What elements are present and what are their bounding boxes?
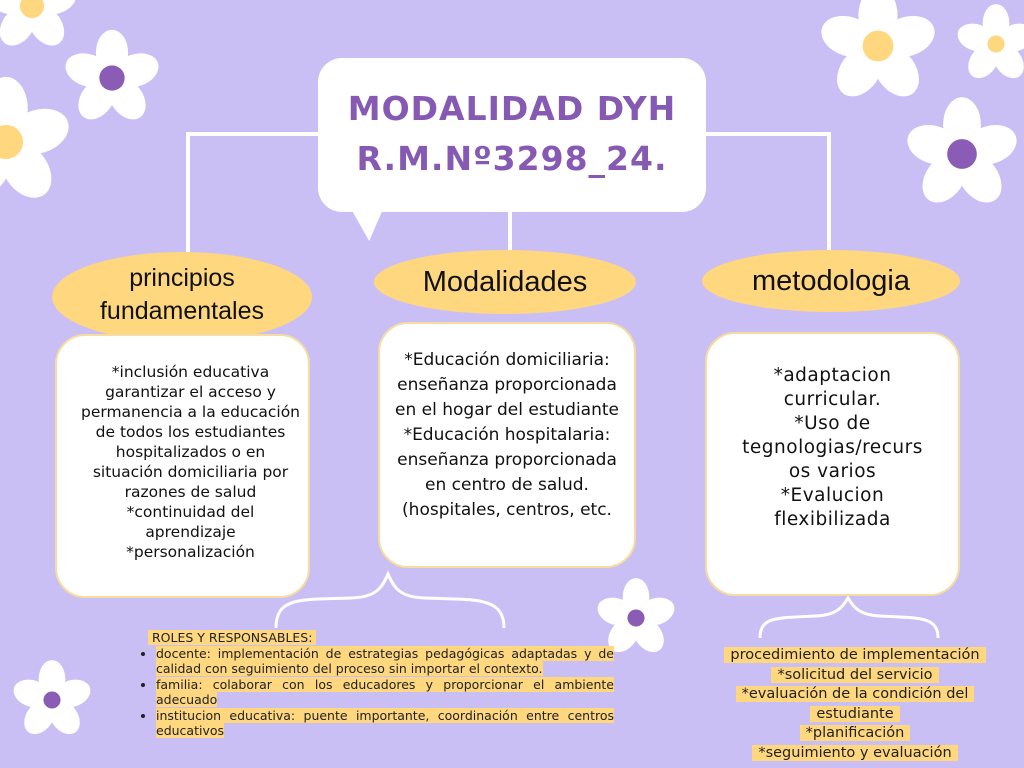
connector-line [508,210,512,252]
heading-label: metodologia [752,265,910,297]
card-line: *Educación hospitalaria: [403,425,611,445]
heading-line: fundamentales [99,297,264,325]
card-line: *Uso de [794,413,871,434]
procedure-line: procedimiento de implementación [724,647,985,663]
list-item: • docente: implementación de estrategias pedagógicas adaptadas y de calidad con seguimiento del proceso sin importar el contexto. [156,646,614,677]
procedure-line: estudiante [810,706,899,722]
heading-modalidades [374,250,636,314]
speech-tail [349,205,391,241]
procedure-line: *seguimiento y evaluación [752,745,957,761]
page-title [318,84,706,184]
heading-principios [52,252,312,342]
procedure-section [700,646,1010,763]
card-line: de todos los estudiantes [95,423,286,441]
card-line: razones de salud [124,483,257,501]
card-line: aprendizaje [145,523,236,541]
card-line: *inclusión educativa [111,363,270,381]
card-line: flexibilizada [774,509,891,530]
card-line: garantizar el acceso y [105,383,276,401]
connector-line [703,132,831,136]
brace-icon [756,596,942,642]
heading-line: principios [129,264,235,292]
card-line: en centro de salud. [425,475,589,495]
connector-line [186,132,321,136]
list-item: • familia: colaborar con los educadores y proporcionar el ambiente adecuado [156,677,614,708]
card-line: tegnologias/recurs [742,437,923,458]
procedure-line: *solicitud del servicio [771,667,938,683]
card-line: hospitalizados o en [115,443,266,461]
roles-list [142,646,614,739]
card-line: (hospitales, centros, etc. [402,500,612,520]
procedure-line: *planificación [800,725,911,741]
connector-line [827,132,831,252]
title-line: R.M.Nº3298_24. [356,139,668,178]
card-line: *adaptacion [773,365,892,386]
roles-title: ROLES Y RESPONSABLES: [148,630,316,645]
card-metodologia [705,332,960,596]
procedure-line: *evaluación de la condición del [736,686,975,702]
title-line: MODALIDAD DYH [347,89,677,128]
card-line: permanencia a la educación [80,403,301,421]
card-line: *Educación domiciliaria: [404,350,610,370]
card-line: en el hogar del estudiante [395,400,619,420]
card-principios [55,334,310,598]
heading-metodologia [702,250,960,312]
heading-label: Modalidades [422,266,588,298]
card-line: curricular. [783,389,882,410]
connector-line [186,132,190,252]
card-modalidades [378,322,636,568]
card-line: *continuidad del [126,503,255,521]
card-line: enseñanza proporcionada [397,375,617,395]
roles-section [142,630,614,739]
list-item: • institucion educativa: puente importante, coordinación entre centros educativos [156,708,614,739]
card-line: *Evalucion [780,485,885,506]
card-line: enseñanza proporcionada [397,450,617,470]
card-line: situación domiciliaria por [92,463,289,481]
card-line: *personalización [126,543,255,561]
brace-icon [272,570,512,632]
card-line: os varios [788,461,877,482]
